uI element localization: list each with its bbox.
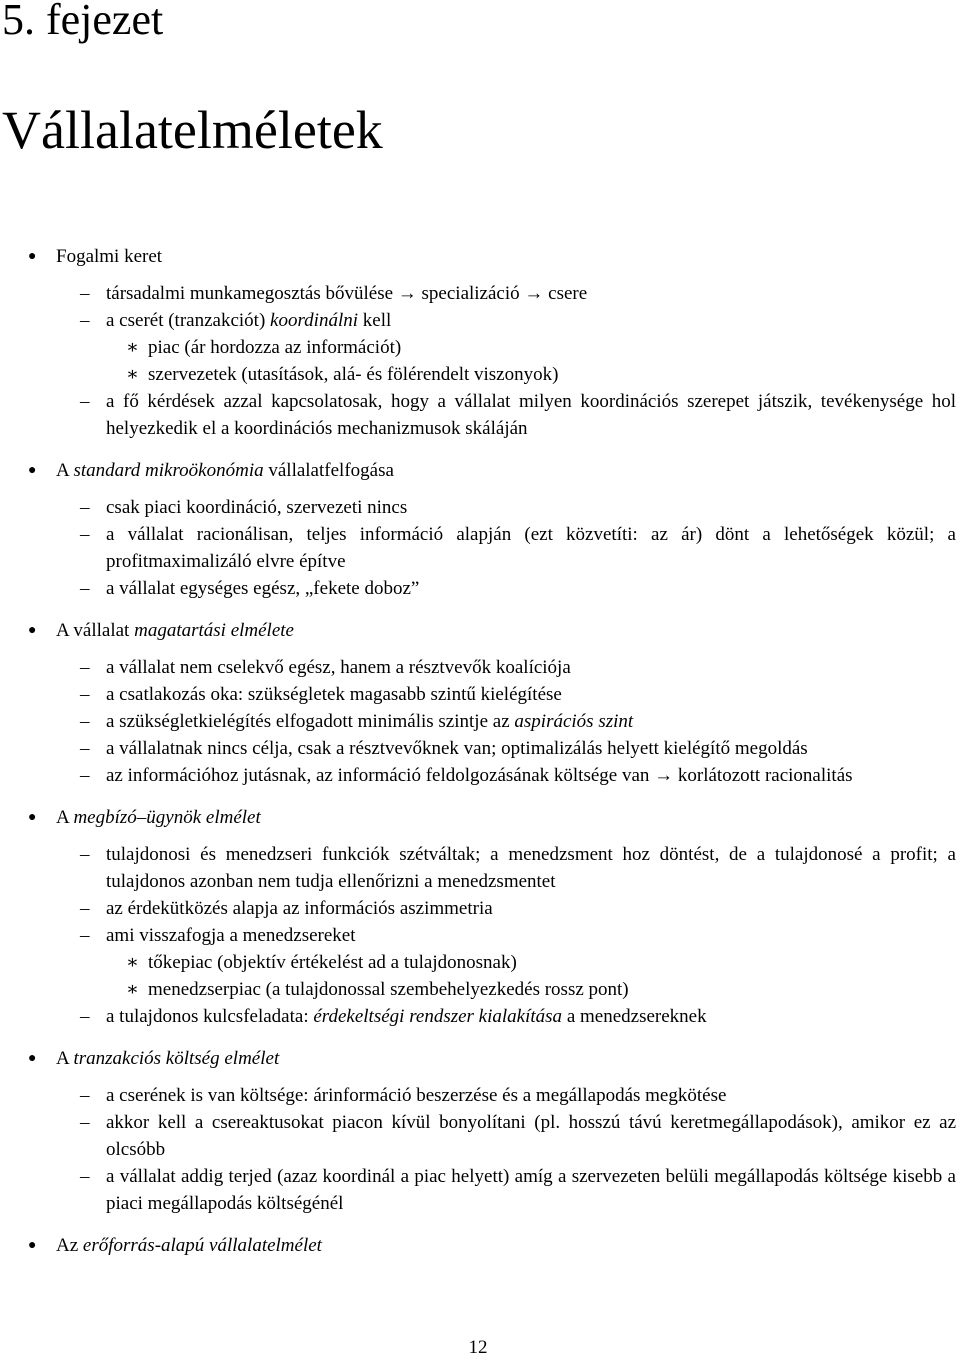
dash-icon: – — [80, 1006, 90, 1027]
list-item: – ami visszafogja a menedzsereket ∗ tőkepiac (objektív értékelést ad a tulajdonosnak) ∗ menedzserpiac (a tulajdonossal szembehelyezkedés rossz pont) — [106, 922, 960, 1003]
page-number: 12 — [468, 1337, 488, 1358]
list-item: – az érdekütközés alapja az információs aszimmetria — [106, 895, 960, 922]
list-item: ∗ piac (ár hordozza az információt) — [148, 334, 956, 361]
list-item: – a vállalat addig terjed (azaz koordinál a piac helyett) amíg a szervezeten belüli megállapodás költsége kisebb a piaci megállapodás költségénél — [106, 1163, 960, 1217]
section-heading: ● Az erőforrás-alapú vállalatelmélet — [56, 1231, 960, 1261]
list-item: – a tulajdonos kulcsfeladata: érdekeltségi rendszer kialakítása a menedzsereknek — [106, 1003, 960, 1030]
dash-icon: – — [80, 578, 90, 599]
list-item: – a cserének is van költsége: árinformáció beszerzése és a megállapodás megkötése — [106, 1082, 960, 1109]
section-heading: ● A megbízó–ügynök elmélet — [56, 803, 960, 833]
section-heading: ● A vállalat magatartási elmélete — [56, 616, 960, 646]
sublist — [56, 494, 960, 602]
dash-icon: – — [80, 1166, 90, 1187]
dash-icon: – — [80, 765, 90, 786]
section-heading: ● A tranzakciós költség elmélet — [56, 1044, 960, 1074]
asterisk-icon: ∗ — [126, 979, 139, 1000]
section-eroforras — [0, 1231, 960, 1261]
bullet-icon: ● — [28, 1051, 37, 1066]
list-item: ∗ tőkepiac (objektív értékelést ad a tulajdonosnak) — [148, 949, 956, 976]
dash-icon: – — [80, 844, 90, 865]
dash-icon: – — [80, 1085, 90, 1106]
dash-icon: – — [80, 684, 90, 705]
list-item: – a vállalatnak nincs célja, csak a résztvevőknek van; optimalizálás helyett kielégítő megoldás — [106, 735, 960, 762]
bullet-icon: ● — [28, 249, 37, 264]
list-item: – tulajdonosi és menedzseri funkciók szétváltak; a menedzsment hoz döntést, de a tulajdonosé a profit; a tulajdonos azonban nem tudja ellenőrizni a menedzsmentet — [106, 841, 960, 895]
dash-icon: – — [80, 283, 90, 304]
dash-icon: – — [80, 310, 90, 331]
bullet-icon: ● — [28, 623, 37, 638]
sub-sublist — [106, 334, 956, 388]
bullet-icon: ● — [28, 810, 37, 825]
dash-icon: – — [80, 391, 90, 412]
dash-icon: – — [80, 898, 90, 919]
section-megbizo-ugynok — [0, 803, 960, 1030]
bullet-icon: ● — [28, 463, 37, 478]
list-item: ∗ szervezetek (utasítások, alá- és fölérendelt viszonyok) — [148, 361, 956, 388]
list-item: – a csatlakozás oka: szükségletek magasabb szintű kielégítése — [106, 681, 960, 708]
list-item: – a vállalat nem cselekvő egész, hanem a résztvevők koalíciója — [106, 654, 960, 681]
dash-icon: – — [80, 925, 90, 946]
sublist — [56, 841, 960, 1030]
list-item: – a fő kérdések azzal kapcsolatosak, hogy a vállalat milyen koordinációs szerepet játszik, tevékenysége hol helyezkedik el a koordinációs mechanizmusok skáláján — [106, 388, 960, 442]
dash-icon: – — [80, 738, 90, 759]
list-item: – társadalmi munkamegosztás bővülése → specializáció → csere — [106, 280, 960, 307]
list-item: – akkor kell a csereaktusokat piacon kívül bonyolítani (pl. hosszú távú keretmegállapodások), amikor ez az olcsóbb — [106, 1109, 960, 1163]
chapter-title: Vállalatelméletek — [2, 100, 383, 160]
sublist — [56, 280, 960, 442]
list-item: – csak piaci koordináció, szervezeti nincs — [106, 494, 960, 521]
dash-icon: – — [80, 711, 90, 732]
section-standard — [0, 456, 960, 602]
section-tranzakcios — [0, 1044, 960, 1217]
bullet-icon: ● — [28, 1238, 37, 1253]
sub-sublist — [106, 949, 956, 1003]
section-heading: ● A standard mikroökonómia vállalatfelfogása — [56, 456, 960, 486]
section-fogalmi-keret — [0, 242, 960, 442]
asterisk-icon: ∗ — [126, 337, 139, 358]
list-item: – a vállalat racionálisan, teljes információ alapján (ezt közvetíti: az ár) dönt a lehetőségek közül; a profitmaximalizáló elvre építve — [106, 521, 960, 575]
list-item: ∗ menedzserpiac (a tulajdonossal szembehelyezkedés rossz pont) — [148, 976, 956, 1003]
sublist — [56, 1082, 960, 1217]
list-item: – a vállalat egységes egész, „fekete doboz” — [106, 575, 960, 602]
section-heading: ● Fogalmi keret — [56, 242, 960, 272]
dash-icon: – — [80, 657, 90, 678]
sublist — [56, 654, 960, 789]
dash-icon: – — [80, 497, 90, 518]
dash-icon: – — [80, 1112, 90, 1133]
section-magatartasi — [0, 616, 960, 789]
chapter-label: 5. fejezet — [2, 0, 164, 44]
dash-icon: – — [80, 524, 90, 545]
list-item: – az információhoz jutásnak, az információ feldolgozásának költsége van → korlátozott racionalitás — [106, 762, 960, 789]
asterisk-icon: ∗ — [126, 364, 139, 385]
list-item: – a szükségletkielégítés elfogadott minimális szintje az aspirációs szint — [106, 708, 960, 735]
list-item: – a cserét (tranzakciót) koordinálni kell ∗ piac (ár hordozza az információt) ∗ szervezetek (utasítások, alá- és fölérendelt viszonyok) — [106, 307, 960, 388]
asterisk-icon: ∗ — [126, 952, 139, 973]
content — [0, 242, 960, 1275]
